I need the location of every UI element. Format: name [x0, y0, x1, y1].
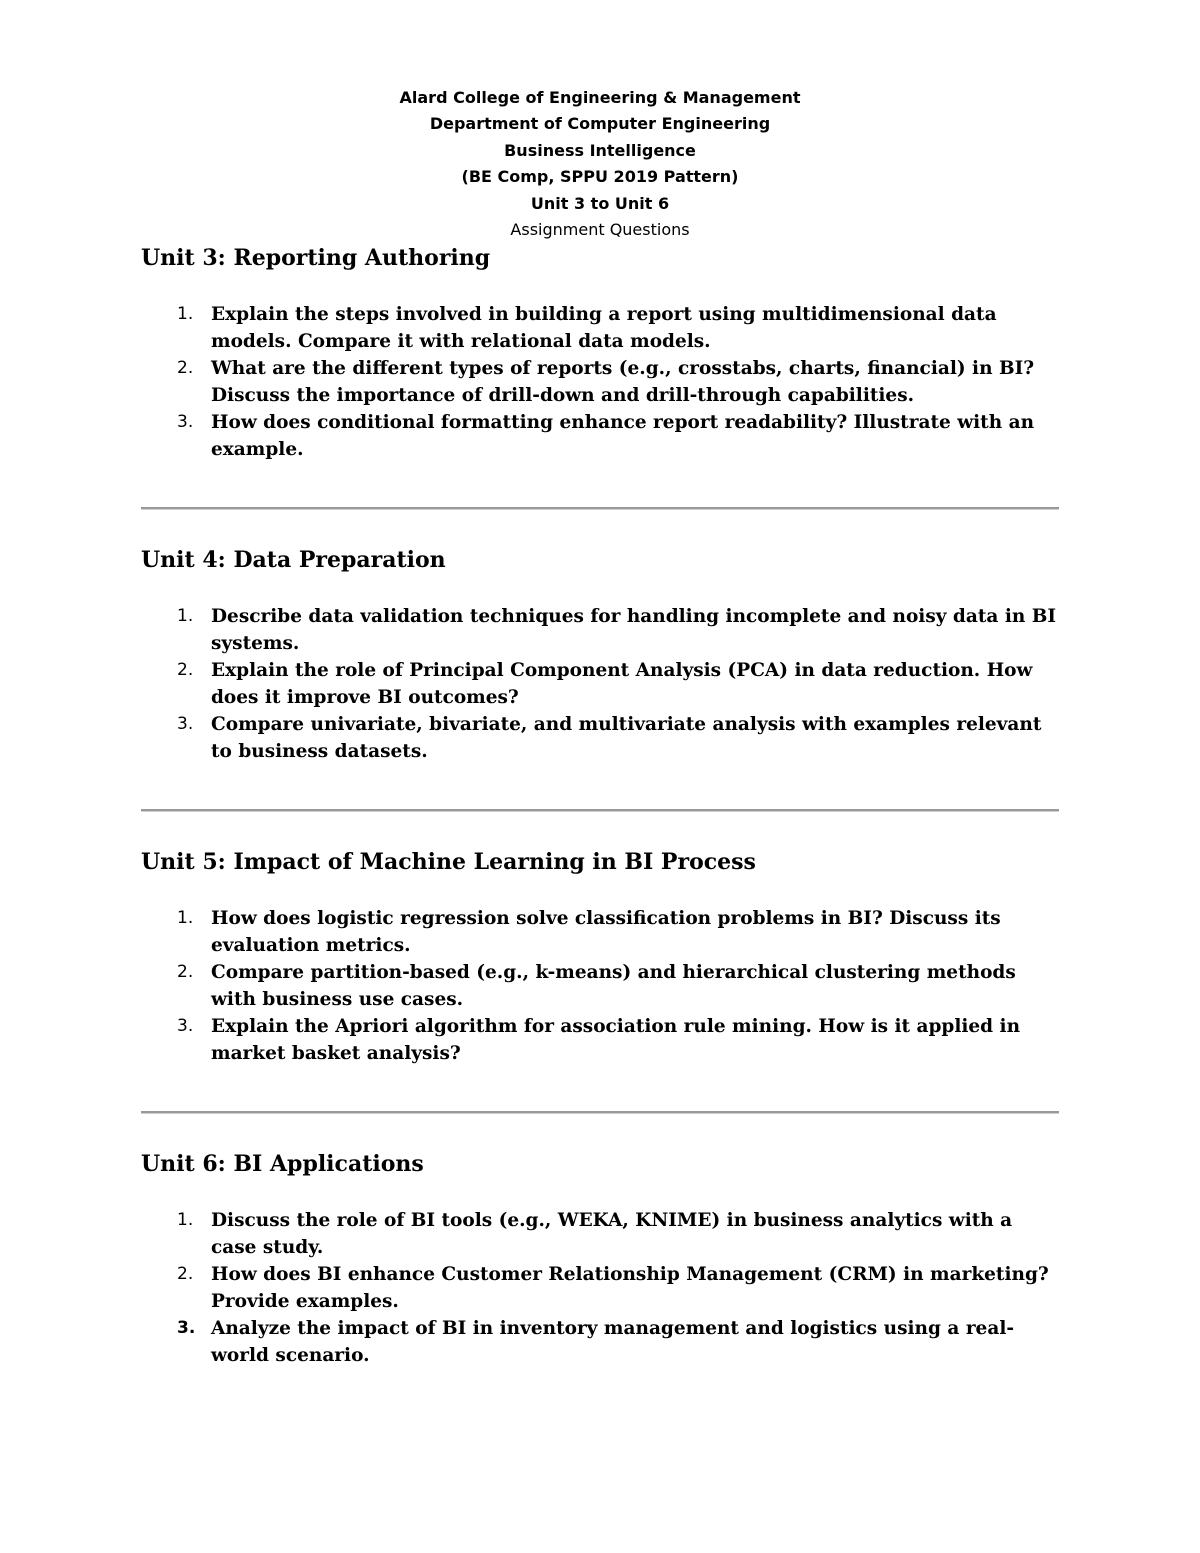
document-subtitle: Assignment Questions	[510, 220, 690, 240]
question-text: Explain the steps involved in building a report using multidimensional data models. Compare it with relational data models.	[211, 304, 997, 352]
college-name: Alard College of Engineering & Management	[399, 88, 801, 107]
question-item	[141, 1261, 1061, 1315]
document-header	[0, 85, 1200, 243]
question-list	[141, 905, 1061, 1067]
question-item	[141, 1013, 1061, 1067]
question-number: 3.	[177, 412, 194, 432]
question-list	[141, 603, 1061, 765]
question-number: 2.	[177, 358, 194, 378]
unit-section-5	[141, 847, 1061, 1067]
question-number: 3.	[177, 1318, 196, 1338]
question-text: How does logistic regression solve classification problems in BI? Discuss its evaluation metrics.	[211, 908, 1001, 956]
section-divider	[141, 507, 1059, 510]
unit-title: Unit 3: Reporting Authoring	[141, 245, 491, 271]
question-text: Explain the Apriori algorithm for association rule mining. How is it applied in market basket analysis?	[211, 1016, 1021, 1064]
question-item	[141, 603, 1061, 657]
question-number: 1.	[177, 1210, 194, 1230]
question-text: Compare partition-based (e.g., k-means) and hierarchical clustering methods with business use cases.	[211, 962, 1016, 1010]
question-number: 2.	[177, 962, 194, 982]
question-item	[141, 657, 1061, 711]
question-text: Compare univariate, bivariate, and multivariate analysis with examples relevant to business datasets.	[211, 714, 1042, 762]
question-number: 2.	[177, 1264, 194, 1284]
question-number: 1.	[177, 304, 194, 324]
question-number: 1.	[177, 908, 194, 928]
section-divider	[141, 809, 1059, 812]
unit-section-3	[141, 243, 1061, 463]
question-item	[141, 409, 1061, 463]
question-number: 3.	[177, 714, 194, 734]
question-item	[141, 355, 1061, 409]
unit-section-6	[141, 1149, 1061, 1369]
unit-title: Unit 5: Impact of Machine Learning in BI Process	[141, 849, 756, 875]
question-number: 1.	[177, 606, 194, 626]
course-pattern: (BE Comp, SPPU 2019 Pattern)	[461, 167, 739, 187]
question-number: 3.	[177, 1016, 194, 1036]
question-item	[141, 1207, 1061, 1261]
question-list	[141, 1207, 1061, 1369]
question-item	[141, 711, 1061, 765]
question-text: What are the different types of reports (e.g., crosstabs, charts, financial) in BI? Discuss the importance of drill-down and drill-through capabilities.	[211, 358, 1035, 406]
question-text: How does conditional formatting enhance report readability? Illustrate with an example.	[211, 412, 1035, 460]
department-name: Department of Computer Engineering	[429, 114, 771, 134]
question-text: Describe data validation techniques for handling incomplete and noisy data in BI systems.	[211, 606, 1057, 654]
question-item	[141, 905, 1061, 959]
unit-range: Unit 3 to Unit 6	[530, 193, 670, 213]
question-item	[141, 1315, 1061, 1369]
question-list	[141, 301, 1061, 463]
question-text: Explain the role of Principal Component Analysis (PCA) in data reduction. How does it improve BI outcomes?	[211, 660, 1033, 708]
question-number: 2.	[177, 660, 194, 680]
question-text: How does BI enhance Customer Relationship Management (CRM) in marketing? Provide examples.	[211, 1264, 1049, 1312]
question-text: Discuss the role of BI tools (e.g., WEKA, KNIME) in business analytics with a case study.	[211, 1210, 1013, 1258]
unit-title: Unit 6: BI Applications	[141, 1151, 424, 1177]
unit-section-4	[141, 545, 1061, 765]
question-text: Analyze the impact of BI in inventory management and logistics using a real-world scenario.	[211, 1318, 1015, 1366]
unit-title: Unit 4: Data Preparation	[141, 547, 446, 573]
question-item	[141, 301, 1061, 355]
section-divider	[141, 1111, 1059, 1114]
subject-name: Business Intelligence	[504, 140, 696, 160]
question-item	[141, 959, 1061, 1013]
